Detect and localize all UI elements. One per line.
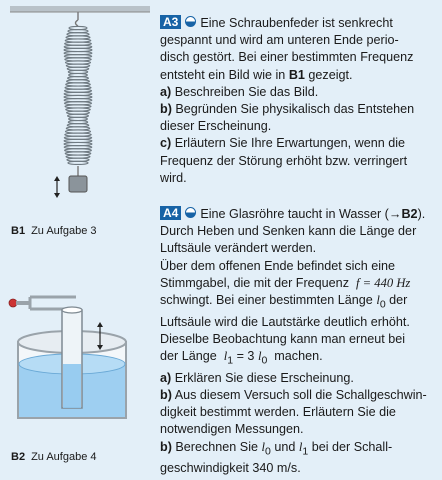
figure-column — [0, 0, 155, 480]
text-line: notwendigen Messungen. — [160, 422, 304, 437]
text-line: Berechnen Sie — [175, 439, 259, 454]
text-line: Eine Glasröhre taucht in Wasser ( — [200, 207, 389, 221]
text-line: Begründen Sie physikalisch das Entstehen — [175, 102, 415, 117]
text-line: Luftsäule wird die Lautstärke deutlich erhöht. — [160, 314, 410, 329]
text-line: Aus diesem Versuch soll die Schallgeschwin- — [174, 388, 427, 403]
subtask-label: a) — [160, 370, 172, 385]
difficulty-level-icon — [185, 207, 196, 218]
resonance-tube-figure — [6, 286, 151, 420]
exercise-a4 — [160, 206, 440, 478]
text-line: schwingt. Bei einer bestimmten Länge — [160, 293, 373, 308]
ceiling-bar — [10, 6, 150, 12]
exercise-a3 — [160, 15, 440, 187]
text-line: Erklären Sie diese Erscheinung. — [174, 370, 354, 385]
subtask-label: b) — [160, 388, 172, 403]
math-expression: f = 440 Hz — [356, 275, 411, 290]
text-line: machen. — [274, 349, 323, 364]
text-line: ). — [417, 207, 426, 221]
text-line: disch gestört. Bei einer bestimmten Frequenz — [160, 50, 414, 65]
math-symbol: l — [223, 349, 228, 364]
text-line: Erläutern Sie Ihre Erwartungen, wenn die — [174, 136, 406, 151]
caption-text: Zu Aufgabe 3 — [31, 225, 97, 237]
subtask-label: c) — [160, 136, 172, 151]
subtask-label: a) — [160, 84, 172, 99]
math-subscript: 0 — [261, 354, 268, 367]
math-symbol: l — [261, 439, 266, 454]
math-symbol: l — [257, 349, 262, 364]
figure-label: B1 — [11, 225, 26, 237]
exercise-number-badge: A3 — [160, 15, 181, 29]
text-line: und — [274, 439, 296, 454]
text-line: entsteht ein Bild wie in — [160, 67, 289, 82]
figure-label: B2 — [11, 451, 26, 463]
math-symbol: l — [298, 439, 303, 454]
difficulty-level-icon — [185, 16, 196, 27]
math-subscript: 1 — [302, 445, 309, 458]
exercise-number-badge: A4 — [160, 206, 181, 220]
text-line: Stimmgabel, die mit der Frequenz — [160, 275, 349, 290]
text-line: geschwindigkeit 340 m/s. — [160, 461, 301, 476]
text-line: digkeit bestimmt werden. Erläutern Sie die — [160, 405, 396, 420]
subtask-label: b) — [160, 102, 172, 117]
spring-coils — [64, 12, 92, 176]
text-line: gespannt und wird am unteren Ende perio- — [160, 33, 399, 48]
math-expression: = 3 — [233, 349, 258, 364]
text-line: Luftsäule verändert werden. — [160, 241, 317, 256]
text-line: Eine Schraubenfeder ist senkrecht — [200, 16, 393, 30]
text-line: Frequenz der Störung erhöht bzw. verringert — [160, 153, 408, 168]
caption-text: Zu Aufgabe 4 — [31, 451, 97, 463]
text-line: der — [389, 293, 408, 308]
text-line: gezeigt. — [304, 67, 353, 82]
subtask-label: b) — [160, 439, 172, 454]
text-line: bei der Schall- — [311, 439, 393, 454]
math-symbol: l — [376, 293, 380, 308]
figure-caption-b2 — [11, 451, 97, 464]
weight — [69, 176, 87, 192]
text-line: Über dem offenen Ende befindet sich eine — [160, 258, 396, 273]
figure-caption-b1 — [11, 225, 97, 238]
figure-reference: →B2 — [388, 207, 418, 221]
text-line: Dieselbe Beobachtung kann man erneut bei — [160, 331, 406, 346]
math-subscript: 1 — [227, 354, 234, 367]
spring-figure — [10, 6, 150, 220]
text-line: Durch Heben und Senken kann die Länge der — [160, 224, 417, 239]
spring-coil — [68, 161, 88, 164]
text-line: dieser Erscheinung. — [160, 119, 272, 134]
math-subscript: 0 — [265, 445, 271, 458]
text-line: der Länge — [160, 349, 217, 364]
math-subscript: 0 — [379, 298, 386, 311]
text-line: Beschreiben Sie das Bild. — [174, 84, 319, 99]
text-line: wird. — [160, 170, 187, 185]
double-arrow-icon — [54, 176, 60, 198]
figure-reference: B1 — [288, 67, 305, 82]
